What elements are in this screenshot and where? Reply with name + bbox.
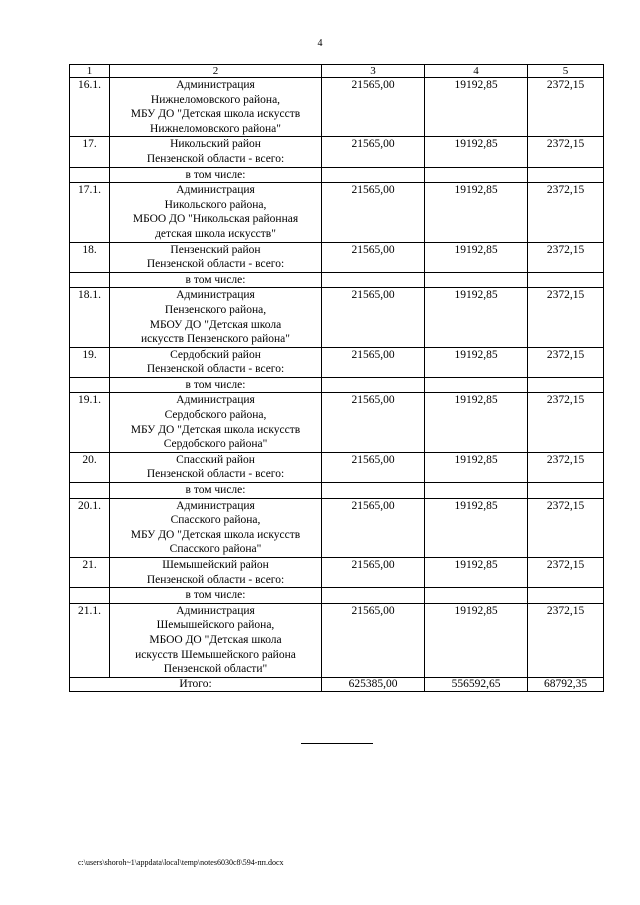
value-cell-col5: 2372,15 [528,242,604,272]
value-cell-col5: 2372,15 [528,452,604,482]
value-cell-col4: 19192,85 [425,498,528,557]
row-number-cell: 17.1. [70,183,110,242]
value-cell [322,588,425,604]
table-row [70,603,604,677]
value-cell-col3: 21565,00 [322,558,425,588]
table-row [70,78,604,137]
value-cell-col4: 19192,85 [425,183,528,242]
total-value-col5: 68792,35 [528,677,604,691]
value-cell-col5: 2372,15 [528,288,604,347]
value-cell-col3: 21565,00 [322,393,425,452]
subheader-label: в том числе: [110,272,322,288]
table-row [70,288,604,347]
allocation-table [69,64,604,692]
value-cell-col5: 2372,15 [528,183,604,242]
row-name-cell: Шемышейский район Пензенской области - всего: [110,558,322,588]
value-cell-col5: 2372,15 [528,603,604,677]
value-cell-col4: 19192,85 [425,242,528,272]
row-number-cell [70,588,110,604]
value-cell-col3: 21565,00 [322,452,425,482]
row-name-cell: Администрация Спасского района, МБУ ДО "Детская школа искусств Спасского района" [110,498,322,557]
total-row [70,677,604,691]
subheader-label: в том числе: [110,167,322,183]
value-cell-col5: 2372,15 [528,78,604,137]
row-number-cell: 18. [70,242,110,272]
value-cell [425,272,528,288]
total-value-col3: 625385,00 [322,677,425,691]
header-cell: 1 [70,65,110,78]
value-cell [425,588,528,604]
table-row [70,452,604,482]
value-cell-col3: 21565,00 [322,78,425,137]
table-row [70,137,604,167]
value-cell [528,377,604,393]
footer-file-path: c:\users\shoroh~1\appdata\local\temp\notes6030c8\594-пп.docx [78,858,284,867]
row-number-cell [70,377,110,393]
row-name-cell: Администрация Пензенского района, МБОУ ДО "Детская школа искусств Пензенского района" [110,288,322,347]
end-divider [301,743,373,744]
row-name-cell: Администрация Шемышейского района, МБОО ДО "Детская школа искусств Шемышейского района Пензенской области" [110,603,322,677]
value-cell-col4: 19192,85 [425,558,528,588]
value-cell-col5: 2372,15 [528,347,604,377]
subheader-label: в том числе: [110,377,322,393]
value-cell [425,167,528,183]
value-cell-col3: 21565,00 [322,137,425,167]
subheader-row [70,483,604,499]
table-row [70,242,604,272]
table-body [70,65,604,692]
row-name-cell: Администрация Сердобского района, МБУ ДО "Детская школа искусств Сердобского района" [110,393,322,452]
table-row [70,498,604,557]
row-number-cell: 18.1. [70,288,110,347]
value-cell [528,272,604,288]
value-cell [528,483,604,499]
value-cell [425,377,528,393]
subheader-row [70,377,604,393]
row-number-cell: 19. [70,347,110,377]
subheader-row [70,272,604,288]
row-name-cell: Сердобский район Пензенской области - всего: [110,347,322,377]
row-name-cell: Пензенский район Пензенской области - всего: [110,242,322,272]
value-cell-col4: 19192,85 [425,78,528,137]
row-number-cell: 20. [70,452,110,482]
table-row [70,183,604,242]
value-cell-col4: 19192,85 [425,137,528,167]
value-cell-col4: 19192,85 [425,347,528,377]
table-row [70,558,604,588]
value-cell-col3: 21565,00 [322,183,425,242]
value-cell-col4: 19192,85 [425,452,528,482]
value-cell [322,272,425,288]
row-number-cell: 21.1. [70,603,110,677]
value-cell [528,167,604,183]
subheader-label: в том числе: [110,588,322,604]
header-cell: 4 [425,65,528,78]
value-cell-col3: 21565,00 [322,498,425,557]
header-cell: 5 [528,65,604,78]
row-number-cell: 21. [70,558,110,588]
page-number: 4 [317,38,323,49]
row-number-cell: 20.1. [70,498,110,557]
table-row [70,347,604,377]
header-cell: 2 [110,65,322,78]
header-row [70,65,604,78]
value-cell [425,483,528,499]
subheader-row [70,167,604,183]
header-cell: 3 [322,65,425,78]
row-number-cell [70,483,110,499]
value-cell [322,377,425,393]
value-cell-col3: 21565,00 [322,347,425,377]
value-cell-col3: 21565,00 [322,242,425,272]
row-number-cell [70,272,110,288]
value-cell-col5: 2372,15 [528,137,604,167]
subheader-label: в том числе: [110,483,322,499]
row-number-cell: 19.1. [70,393,110,452]
row-number-cell: 16.1. [70,78,110,137]
value-cell [322,483,425,499]
row-name-cell: Администрация Никольского района, МБОО ДО "Никольская районная детская школа искусств" [110,183,322,242]
row-name-cell: Администрация Нижнеломовского района, МБУ ДО "Детская школа искусств Нижнеломовского района" [110,78,322,137]
value-cell [528,588,604,604]
value-cell-col4: 19192,85 [425,603,528,677]
value-cell-col4: 19192,85 [425,393,528,452]
row-number-cell [70,167,110,183]
value-cell-col3: 21565,00 [322,603,425,677]
value-cell [322,167,425,183]
table-row [70,393,604,452]
value-cell-col4: 19192,85 [425,288,528,347]
value-cell-col5: 2372,15 [528,498,604,557]
value-cell-col3: 21565,00 [322,288,425,347]
row-name-cell: Спасский район Пензенской области - всего: [110,452,322,482]
subheader-row [70,588,604,604]
row-number-cell: 17. [70,137,110,167]
total-value-col4: 556592,65 [425,677,528,691]
value-cell-col5: 2372,15 [528,393,604,452]
total-label: Итого: [70,677,322,691]
value-cell-col5: 2372,15 [528,558,604,588]
row-name-cell: Никольский район Пензенской области - всего: [110,137,322,167]
